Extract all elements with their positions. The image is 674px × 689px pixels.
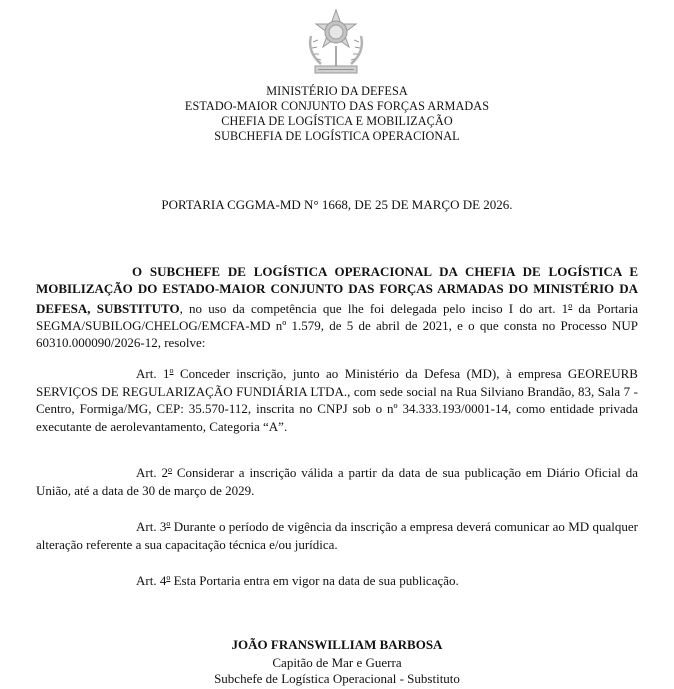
header-line-joint-staff: ESTADO-MAIOR CONJUNTO DAS FORÇAS ARMADAS <box>184 99 490 113</box>
preamble <box>36 263 638 351</box>
header-line-logistics-chief: CHEFIA DE LOGÍSTICA E MOBILIZAÇÃO <box>221 114 453 128</box>
ordinal-mark: o <box>568 301 573 310</box>
institution-header <box>0 84 674 144</box>
article-3-paragraph <box>36 515 638 553</box>
article-2-paragraph <box>36 461 638 499</box>
signatory-name: JOÃO FRANSWILLIAM BARBOSA <box>231 637 443 652</box>
article-4-text: Esta Portaria entra em vigor na data de sua publicação. <box>170 573 459 588</box>
article-2-text: Considerar a inscrição válida a partir da data de sua publicação em Diário Oficial da União, até a data de 30 de março de 2029. <box>36 465 638 498</box>
signatory-role: Subchefe de Logística Operacional - Substituto <box>214 671 460 686</box>
article-2 <box>36 461 638 499</box>
article-3-ordinal: o <box>166 519 171 528</box>
article-1 <box>36 362 638 435</box>
signatory-rank: Capitão de Mar e Guerra <box>272 655 402 670</box>
article-1-label: Art. 1 <box>136 366 170 381</box>
article-4-paragraph <box>36 569 638 590</box>
preamble-text-a: , no uso da competência que lhe foi delegada pelo inciso I do art. 1 <box>179 301 569 316</box>
article-3-label: Art. 3 <box>136 519 167 534</box>
article-4-ordinal: o <box>166 573 171 582</box>
article-4 <box>36 569 638 590</box>
preamble-bold: O SUBCHEFE DE LOGÍSTICA OPERACIONAL DA CHEFIA DE LOGÍSTICA E MOBILIZAÇÃO DO ESTADO-MAIOR CONJUNTO DAS FORÇAS ARMADAS DO MINISTÉRIO DA DEFESA, SUBSTITUTO <box>36 264 638 316</box>
article-3 <box>36 515 638 553</box>
article-4-label: Art. 4 <box>136 573 167 588</box>
article-2-ordinal: o <box>167 465 172 474</box>
article-1-text: Conceder inscrição, junto ao Ministério da Defesa (MD), à empresa GEOREURB SERVIÇOS DE REGULARIZAÇÃO FUNDIÁRIA LTDA., com sede social na Rua Silviano Brandão, 83, Sala 7 - Centro, Formiga/MG, CEP: 35.570-112, inscrita no CNPJ sob o nº 34.333.193/0001-14, como entidade privada executante de aerolevantamento, Categoria “A”. <box>36 366 638 434</box>
header-line-logistics-subchief: SUBCHEFIA DE LOGÍSTICA OPERACIONAL <box>214 129 460 143</box>
preamble-paragraph <box>36 263 638 351</box>
article-3-text: Durante o período de vigência da inscrição a empresa deverá comunicar ao MD qualquer alteração referente a sua capacitação técnica e/ou jurídica. <box>36 519 638 552</box>
ordinance-title: PORTARIA CGGMA-MD N° 1668, DE 25 DE MARÇO DE 2026. <box>161 197 513 212</box>
article-1-ordinal: o <box>169 366 174 375</box>
article-2-label: Art. 2 <box>136 465 168 480</box>
header-line-ministry: MINISTÉRIO DA DEFESA <box>266 84 408 98</box>
article-1-paragraph <box>36 362 638 435</box>
coat-of-arms-emblem <box>303 6 369 78</box>
preamble-text-b: da Portaria SEGMA/SUBILOG/CHELOG/EMCFA-MD nº 1.579, de 5 de abril de 2021, e o que consta no Processo NUP 60310.000090/2026-12, resolve: <box>36 301 639 350</box>
